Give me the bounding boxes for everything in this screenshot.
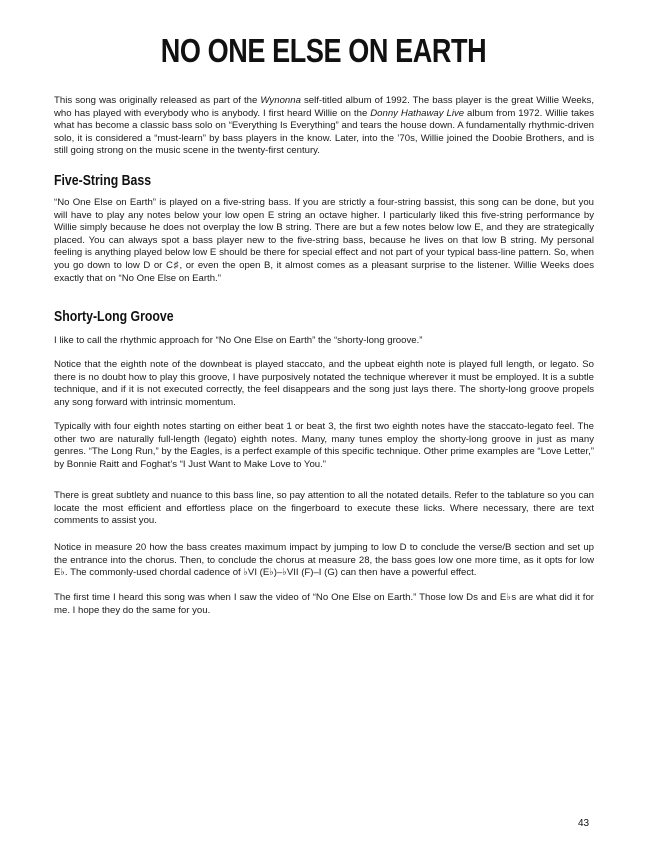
page-number: 43: [578, 818, 590, 829]
groove-paragraph-5: Notice in measure 20 how the bass creates maximum impact by jumping to low D to conclude the verse/B section and set up the entrance into the chorus. Then, to conclude the chorus at measure 28, the bass goes low one more time, as it opts for low E♭. The commonly-used chordal cadence of ♭VI (E♭)–♭VII (F)–I (G) can then have a powerful effect.: [54, 542, 594, 579]
groove-paragraph-1: I like to call the rhythmic approach for “No One Else on Earth” the “shorty-long groove.”: [54, 335, 423, 346]
live-album-title: Donny Hathaway Live: [370, 107, 465, 119]
section-heading-five-string-bass: Five-String Bass: [54, 172, 152, 189]
intro-paragraph: This song was originally released as part of the Wynonna self-titled album of 1992. The bass player is the great Willie Weeks, who has played with everybody who is anybody. I first heard Willie on the Donny Hathaway Live album from 1972. Willie takes what has become a classic bass solo on “Everything Is Everything” and tears the house down. A fundamentally rhythmic-driven solo, it is considered a “must-learn” by bass players in the know. Later, into the ’70s, Willie joined the Doobie Brothers, and is still going strong on the music scene in the twenty-first century.: [54, 95, 595, 157]
five-string-paragraph: “No One Else on Earth” is played on a five-string bass. If you are strictly a four-string bassist, this song can be done, but you will have to play any notes below your low open E string an octave higher. I particularly liked this five-string performance by Willie simply because he does not overplay the low B string. There are but a few notes below low E, and they are strategically placed. You can always spot a bass player new to the five-string bass, because he lives on that low B string. My personal feeling is anything played below low E should be there for special effect and not part of your typical bass-line pattern. So, when you go down to low D or C♯, or even the open B, it almost comes as a pleasant surprise to the listener. Willie Weeks does exactly that on “No One Else on Earth.”: [54, 197, 594, 284]
section-heading-shorty-long-groove: Shorty-Long Groove: [54, 308, 174, 325]
page-title: NO ONE ELSE ON EARTH: [161, 32, 487, 69]
album-title: Wynonna: [260, 95, 301, 106]
groove-paragraph-2: Notice that the eighth note of the downbeat is played staccato, and the upbeat eighth note is played full length, or legato. So there is no doubt how to play this groove, I have purposively notated the technique wherever it must be employed. It is a subtle technique, and if it is not executed correctly, the feel disappears and the song just lays there. The shorty-long groove propels any song forward with intrinsic momentum.: [54, 359, 594, 408]
groove-paragraph-4: There is great subtlety and nuance to this bass line, so pay attention to all the notated details. Refer to the tablature so you can locate the most efficient and effortless place on the fingerboard to execute these licks. Where necessary, there are text comments to assist you.: [54, 490, 594, 527]
groove-paragraph-3: Typically with four eighth notes starting on either beat 1 or beat 3, the first two eighth notes have the staccato-legato feel. The other two are naturally full-length (legato) eighth notes. Many, many tunes employ the shorty-long groove in just as many genres. “The Long Run,” by the Eagles, is a perfect example of this specific technique. Other prime examples are “Love Letter,” by Bonnie Raitt and Foghat’s “I Just Want to Make Love to You.”: [54, 421, 594, 470]
groove-paragraph-6: The first time I heard this song was when I saw the video of “No One Else on Earth.” Those low Ds and E♭s are what did it for me. I hope they do the same for you.: [54, 592, 594, 616]
